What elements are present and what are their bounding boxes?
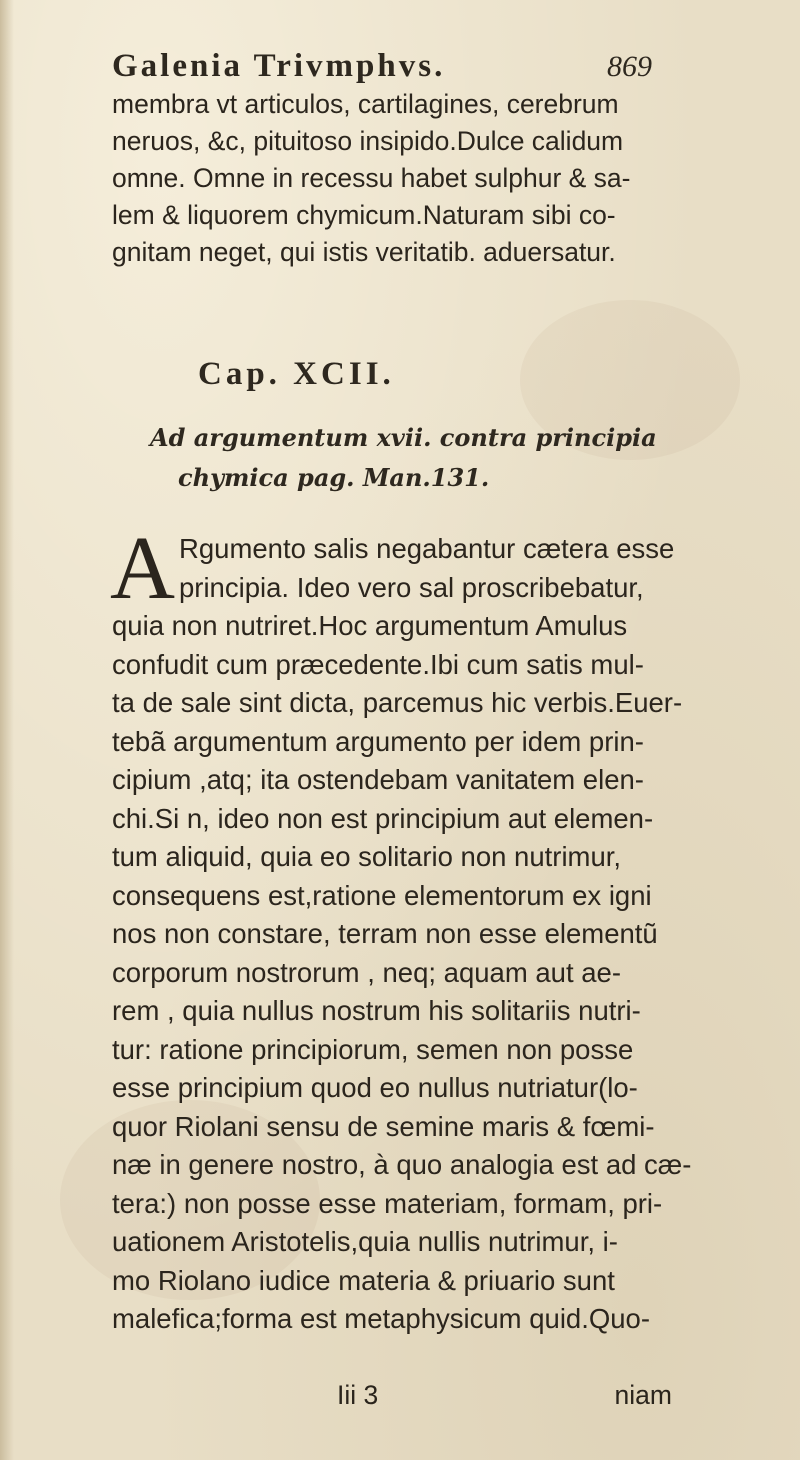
running-head: Galenia Trivmphvs. <box>112 48 446 84</box>
subheading-line: Ad argumentum xvii. contra principia <box>150 423 657 452</box>
text-line: uationem Aristotelis,quia nullis nutrimur, i- <box>112 1226 618 1257</box>
page-gutter-shadow <box>0 0 14 1460</box>
text-line: tebã argumentum argumento per idem prin- <box>112 725 644 757</box>
text-line: tur: ratione principiorum, semen non posse <box>112 1033 634 1065</box>
page-footer <box>112 1380 672 1418</box>
drop-cap: A <box>110 519 175 618</box>
subheading-line: chymica pag. Man.131. <box>178 463 490 492</box>
chapter-subheading <box>150 418 657 498</box>
text-line: consequens est,ratione elementorum ex igni <box>112 879 652 911</box>
chapter-body <box>110 519 692 1339</box>
text-line: cipium ,atq; ita ostendebam vanitatem elen- <box>112 764 644 795</box>
text-line: membra vt articulos, cartilagines, cerebrum <box>112 89 619 119</box>
text-line: quia non nutriret.Hoc argumentum Amulus <box>112 610 628 641</box>
text-line: corporum nostrorum , neq; aquam aut ae- <box>112 956 622 988</box>
text-line: malefica;forma est metaphysicum quid.Quo- <box>112 1303 650 1334</box>
text-line: lem & liquorem chymicum.Naturam sibi co- <box>112 200 616 230</box>
page-number: 869 <box>607 50 652 83</box>
catchword: niam <box>614 1380 672 1410</box>
text-line: ta de sale sint dicta, parcemus hic verbis.Euer- <box>112 687 683 718</box>
text-line: gnitam neget, qui istis veritatib. aduersatur. <box>112 237 616 267</box>
signature-mark: Iii 3 <box>337 1380 379 1410</box>
text-line: mo Riolano iudice materia & priuario sunt <box>112 1264 615 1296</box>
text-line: principia. Ideo vero sal proscribebatur, <box>179 571 644 603</box>
text-line: tera:) non posse esse materiam, formam, pri- <box>112 1187 663 1219</box>
chapter-heading: Cap. XCII. <box>198 356 395 392</box>
text-line: omne. Omne in recessu habet sulphur & sa- <box>112 163 631 193</box>
text-line: tum aliquid, quia eo solitario non nutrimur, <box>112 841 622 872</box>
text-line: chi.Si n, ideo non est principium aut elemen- <box>112 802 654 834</box>
text-line: næ in genere nostro, à quo analogia est ad cæ- <box>112 1149 692 1180</box>
paragraph-continuation <box>112 86 672 271</box>
text-line: quor Riolani sensu de semine maris & fœmi- <box>112 1110 655 1142</box>
text-line: confudit cum præcedente.Ibi cum satis mul- <box>112 648 644 680</box>
text-line: nos non constare, terram non esse elementũ <box>112 918 658 949</box>
text-line: neruos, &c, pituitoso insipido.Dulce calidum <box>112 126 624 156</box>
text-line: rem , quia nullus nostrum his solitariis nutri- <box>112 995 641 1026</box>
text-line: Rgumento salis negabantur cætera esse <box>179 533 675 564</box>
text-line: esse principium quod eo nullus nutriatur(lo- <box>112 1072 638 1103</box>
